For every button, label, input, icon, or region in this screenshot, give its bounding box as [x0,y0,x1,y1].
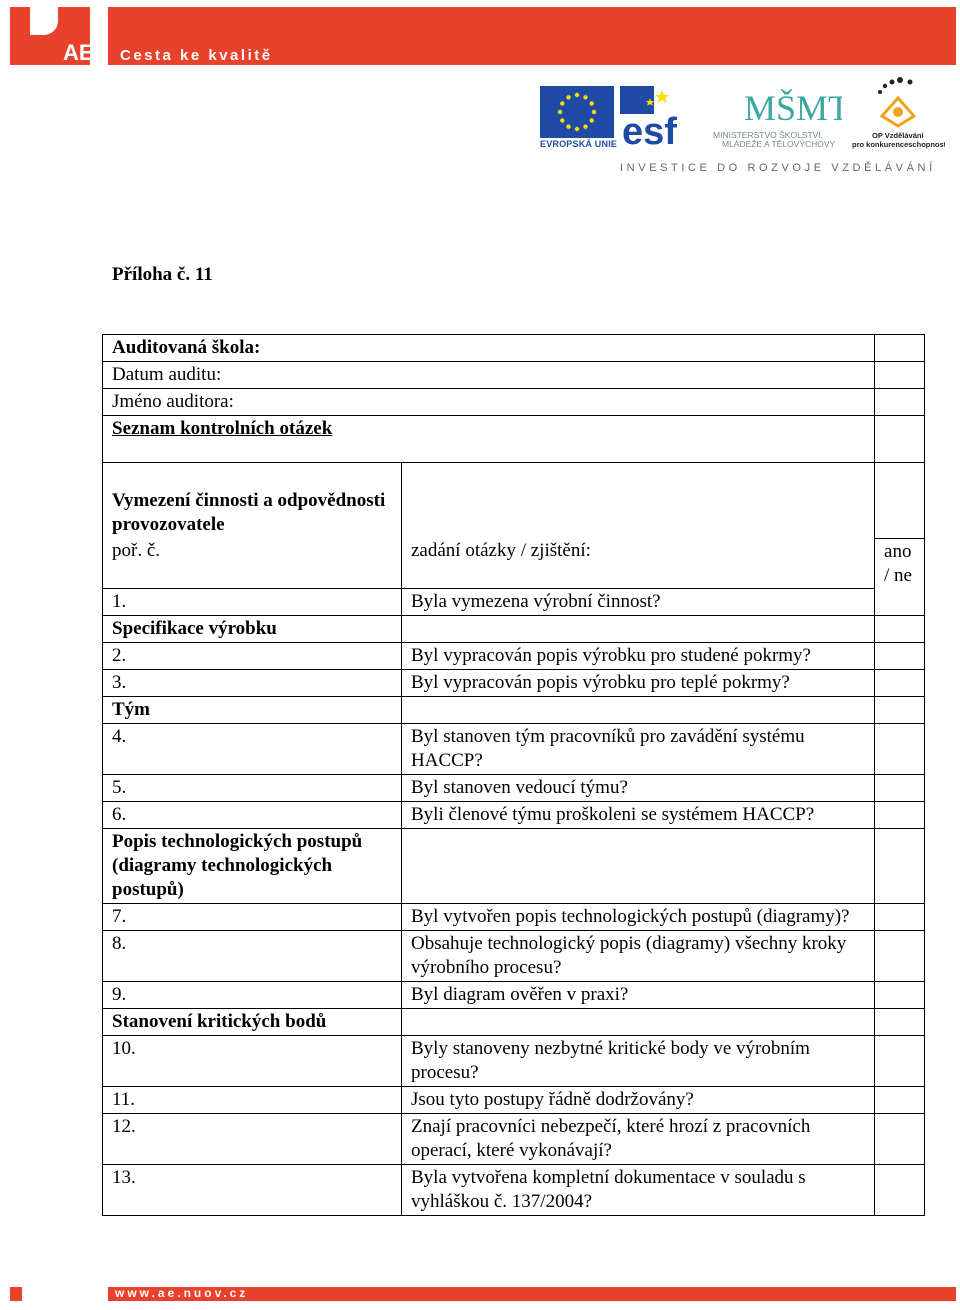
table-row [103,931,925,982]
question-text: Obsahuje technologický popis (diagramy) všechny kroky výrobního procesu? [402,931,875,982]
question-text: Byla vytvořena kompletní dokumentace v souladu s vyhláškou č. 137/2004? [402,1165,875,1216]
column-header-number: poř. č. [103,538,402,589]
info-date-answer[interactable] [875,362,925,389]
section-title-question [402,697,875,724]
op-line1: OP Vzdělávání [872,131,924,140]
question-number: 6. [103,802,402,829]
info-school: Auditovaná škola: [103,335,875,362]
answer-cell[interactable] [875,982,925,1009]
eu-star-icon [558,110,562,114]
table-row [103,589,925,616]
answer-cell[interactable] [875,670,925,697]
eu-star-icon [575,93,579,97]
ae-logo-p-shape [30,7,58,35]
question-number: 11. [103,1087,402,1114]
section-title-question [402,463,875,539]
footer-square [10,1287,22,1301]
answer-cell[interactable] [875,775,925,802]
section-title-question [402,616,875,643]
msmt-line2: MLÁDEŽE A TĚLOVÝCHOVY [722,139,836,149]
investment-slogan: INVESTICE DO ROZVOJE VZDĚLÁVÁNÍ [620,162,936,174]
question-text: Byl stanoven vedoucí týmu? [402,775,875,802]
answer-cell[interactable] [875,1114,925,1165]
answer-cell[interactable] [875,904,925,931]
esf-logo [620,86,692,148]
answer-cell[interactable] [875,724,925,775]
question-number: 3. [103,670,402,697]
eu-star-icon [583,125,587,129]
question-text: Byl vytvořen popis technologických postupů (diagramy)? [402,904,875,931]
question-number: 2. [103,643,402,670]
question-number: 4. [103,724,402,775]
answer-cell[interactable] [875,1036,925,1087]
section-row [103,616,925,643]
info-school-answer[interactable] [875,335,925,362]
eu-flag-logo [540,86,614,138]
question-number: 12. [103,1114,402,1165]
question-text: Byl diagram ověřen v praxi? [402,982,875,1009]
section-title: Popis technologických postupů (diagramy technologických postupů) [103,829,402,904]
op-vk-logo [850,76,945,150]
question-text: Jsou tyto postupy řádně dodržovány? [402,1087,875,1114]
table-row [103,904,925,931]
question-number: 1. [103,589,402,616]
section-title-answer [875,829,925,904]
info-auditor: Jméno auditora: [103,389,875,416]
list-title-answer [875,416,925,463]
column-header-answer: ano / ne [875,538,925,589]
footer-url: www.ae.nuov.cz [115,1286,249,1300]
section-title: Stanovení kritických bodů [103,1009,402,1036]
column-header-question: zadání otázky / zjištění: [402,538,875,589]
msmt-logo-text: MŠMT [744,88,842,128]
msmt-line1: MINISTERSTVO ŠKOLSTVÍ, [713,130,824,140]
table-row [103,1036,925,1087]
audit-checklist-table [102,334,925,1216]
answer-cell[interactable] [875,802,925,829]
question-text: Byl vypracován popis výrobku pro teplé pokrmy? [402,670,875,697]
msmt-logo [712,84,842,150]
section-row [103,697,925,724]
eu-star-icon [560,101,564,105]
answer-cell[interactable] [875,1087,925,1114]
eu-star-icon [575,127,579,131]
question-number: 10. [103,1036,402,1087]
section-title-question [402,829,875,904]
question-text: Znají pracovníci nebezpečí, které hrozí z pracovních operací, které vykonávají? [402,1114,875,1165]
header-slogan: Cesta ke kvalitě [120,47,273,64]
column-header-row [103,538,925,589]
section-title: Tým [103,697,402,724]
table-row [103,1165,925,1216]
eu-star-icon [590,118,594,122]
question-text: Byla vymezena výrobní činnost? [402,589,875,616]
table-row [103,1087,925,1114]
section-title: Specifikace výrobku [103,616,402,643]
section-row [103,829,925,904]
question-text: Byl stanoven tým pracovníků pro zavádění systému HACCP? [402,724,875,775]
question-number: 13. [103,1165,402,1216]
section-title: Vymezení činnosti a odpovědnosti provozovatele [103,463,402,539]
eu-caption: EVROPSKÁ UNIE [540,139,618,149]
section-row [103,1009,925,1036]
eu-star-icon [590,101,594,105]
info-row-list-title [103,416,925,463]
question-text: Byl vypracován popis výrobku pro studené pokrmy? [402,643,875,670]
table-row [103,724,925,775]
answer-cell[interactable] [875,589,925,616]
eu-star-icon [560,118,564,122]
question-number: 5. [103,775,402,802]
info-auditor-answer[interactable] [875,389,925,416]
section-title-answer [875,697,925,724]
table-row [103,802,925,829]
eu-star-icon [592,110,596,114]
section-title-answer [875,1009,925,1036]
question-text: Byli členové týmu proškoleni se systémem HACCP? [402,802,875,829]
table-row [103,670,925,697]
section-title-answer [875,616,925,643]
eu-star-icon [583,95,587,99]
table-row [103,775,925,802]
question-text: Byly stanoveny nezbytné kritické body ve výrobním procesu? [402,1036,875,1087]
section-title-answer [875,463,925,539]
question-number: 8. [103,931,402,982]
eu-star-icon [566,125,570,129]
table-row [103,1114,925,1165]
question-number: 9. [103,982,402,1009]
info-date: Datum auditu: [103,362,875,389]
op-line2: pro konkurenceschopnost [852,140,945,149]
question-number: 7. [103,904,402,931]
esf-logo-text: esf [622,111,677,148]
info-row-school [103,335,925,362]
answer-cell[interactable] [875,643,925,670]
ae-logo-text: AE [63,40,94,65]
answer-cell[interactable] [875,931,925,982]
info-row-auditor [103,389,925,416]
eu-star-icon [566,95,570,99]
answer-cell[interactable] [875,1165,925,1216]
info-row-date [103,362,925,389]
section-title-question [402,1009,875,1036]
table-row [103,982,925,1009]
annex-title: Příloha č. 11 [112,264,213,285]
section-row [103,463,925,539]
eu-stars-icon [540,86,614,138]
list-title: Seznam kontrolních otázek [103,416,875,463]
table-row [103,643,925,670]
